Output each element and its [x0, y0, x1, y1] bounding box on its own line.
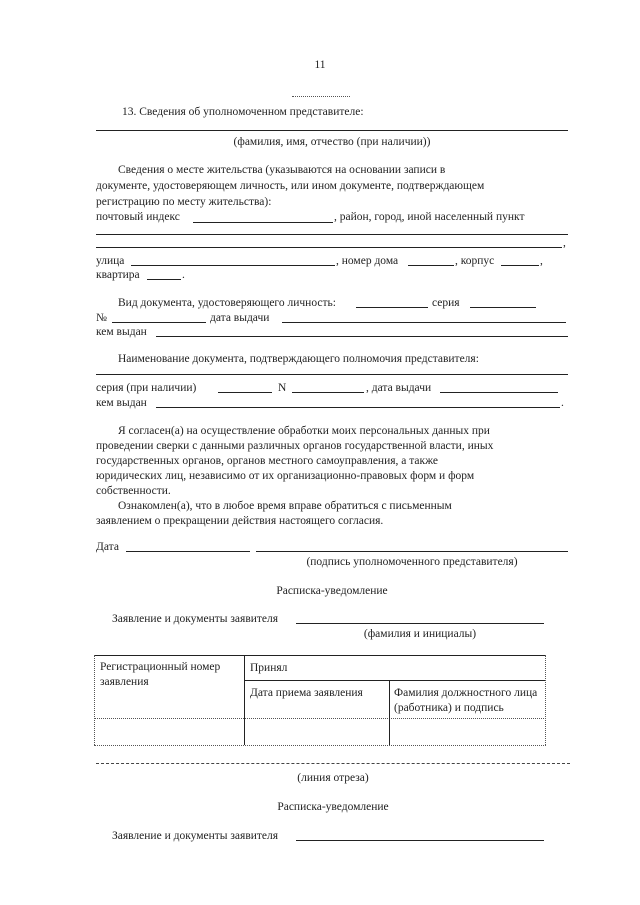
- table-border-top: [94, 655, 546, 656]
- id-doc-issue-date-field[interactable]: [282, 322, 566, 323]
- consent-line-4: юридических лиц, независимо от их организационно-правовых форм и форм: [96, 470, 475, 482]
- signature-field[interactable]: [256, 551, 568, 552]
- postal-code-label: почтовый индекс: [96, 211, 180, 223]
- id-doc-number-label: №: [96, 312, 107, 324]
- fio-line[interactable]: [96, 130, 568, 131]
- street-label: улица: [96, 255, 125, 267]
- building-field[interactable]: [501, 265, 539, 266]
- table-cell-date[interactable]: [245, 719, 388, 744]
- id-doc-issued-by-field[interactable]: [156, 336, 568, 337]
- id-doc-number-field[interactable]: [112, 322, 206, 323]
- id-doc-series-label: серия: [432, 297, 460, 309]
- authority-issue-date-field[interactable]: [440, 392, 558, 393]
- scan-artifact: [292, 96, 350, 97]
- consent-line-7: заявлением о прекращении действия настоящего согласия.: [96, 515, 384, 527]
- table-header-official-line-2: (работника) и подпись: [394, 702, 504, 714]
- table-cell-reg-number[interactable]: [95, 719, 243, 744]
- house-number-field[interactable]: [408, 265, 454, 266]
- house-number-label: , номер дома: [336, 255, 399, 267]
- authority-series-label: серия (при наличии): [96, 382, 197, 394]
- residence-text-line-2: документе, удостоверяющем личность, или ином документе, подтверждающем: [96, 180, 485, 192]
- table-border-subheader: [244, 680, 546, 681]
- receipt-applicant-label-1: Заявление и документы заявителя: [112, 613, 279, 625]
- receipt-title-1: Расписка-уведомление: [276, 585, 388, 597]
- apartment-label: квартира: [96, 269, 140, 281]
- table-border-bottom: [94, 745, 546, 746]
- authority-issued-by-label: кем выдан: [96, 397, 147, 409]
- building-comma: ,: [540, 255, 543, 267]
- authority-number-field[interactable]: [292, 392, 364, 393]
- district-field-line-1[interactable]: [96, 234, 568, 235]
- district-comma: ,: [563, 237, 566, 249]
- id-doc-issued-by-label: кем выдан: [96, 326, 147, 338]
- id-doc-type-field[interactable]: [356, 307, 428, 308]
- receipt-applicant-field-1[interactable]: [296, 623, 544, 624]
- id-doc-issue-date-label: дата выдачи: [210, 312, 270, 324]
- table-border-right: [545, 655, 546, 745]
- table-cell-official[interactable]: [390, 719, 544, 744]
- consent-line-3: государственных органов, органов местного самоуправления, а также: [96, 455, 439, 467]
- postal-code-field[interactable]: [193, 222, 333, 223]
- date-label: Дата: [96, 541, 119, 553]
- residence-text-line-1: Сведения о месте жительства (указываются на основании записи в: [118, 164, 446, 176]
- receipt-applicant-field-2[interactable]: [296, 840, 544, 841]
- date-field[interactable]: [126, 551, 250, 552]
- table-header-official-line-1: Фамилия должностного лица: [394, 687, 538, 699]
- table-header-accepted: Принял: [250, 662, 288, 674]
- district-label: , район, город, иной населенный пункт: [334, 211, 525, 223]
- district-field-line-2[interactable]: [96, 247, 562, 248]
- apartment-period: .: [182, 269, 185, 281]
- receipt-applicant-label-2: Заявление и документы заявителя: [112, 830, 279, 842]
- residence-text-line-3: регистрацию по месту жительства):: [96, 196, 272, 208]
- authority-series-field[interactable]: [218, 392, 272, 393]
- table-header-date: Дата приема заявления: [250, 687, 363, 699]
- consent-line-5: собственности.: [96, 485, 171, 497]
- authority-period: .: [561, 397, 564, 409]
- page-number: 11: [314, 59, 326, 71]
- consent-line-6: Ознакомлен(а), что в любое время вправе обратиться с письменным: [118, 500, 452, 512]
- table-header-reg-number-line-2: заявления: [100, 676, 149, 688]
- authority-number-label: N: [278, 382, 287, 394]
- building-label: , корпус: [455, 255, 495, 267]
- consent-line-1: Я согласен(а) на осуществление обработки моих персональных данных при: [118, 425, 490, 437]
- consent-line-2: проведении сверки с данными различных органов государственной власти, иных: [96, 440, 494, 452]
- cut-line-caption: (линия отреза): [297, 772, 369, 784]
- receipt-applicant-caption-1: (фамилия и инициалы): [363, 628, 477, 640]
- id-doc-series-field[interactable]: [470, 307, 536, 308]
- id-doc-type-label: Вид документа, удостоверяющего личность:: [118, 297, 336, 309]
- authority-issued-by-field[interactable]: [156, 407, 560, 408]
- table-header-reg-number-line-1: Регистрационный номер: [100, 661, 221, 673]
- signature-caption: (подпись уполномоченного представителя): [306, 556, 518, 568]
- cut-line: [96, 763, 570, 764]
- authority-doc-title: Наименование документа, подтверждающего полномочия представителя:: [118, 353, 479, 365]
- authority-doc-name-field[interactable]: [96, 374, 568, 375]
- apartment-field[interactable]: [147, 279, 181, 280]
- street-field[interactable]: [131, 265, 335, 266]
- receipt-title-2: Расписка-уведомление: [277, 801, 389, 813]
- section-13-title: 13. Сведения об уполномоченном представителе:: [122, 106, 364, 118]
- fio-caption: (фамилия, имя, отчество (при наличии)): [233, 136, 431, 148]
- authority-issue-date-label: , дата выдачи: [366, 382, 432, 394]
